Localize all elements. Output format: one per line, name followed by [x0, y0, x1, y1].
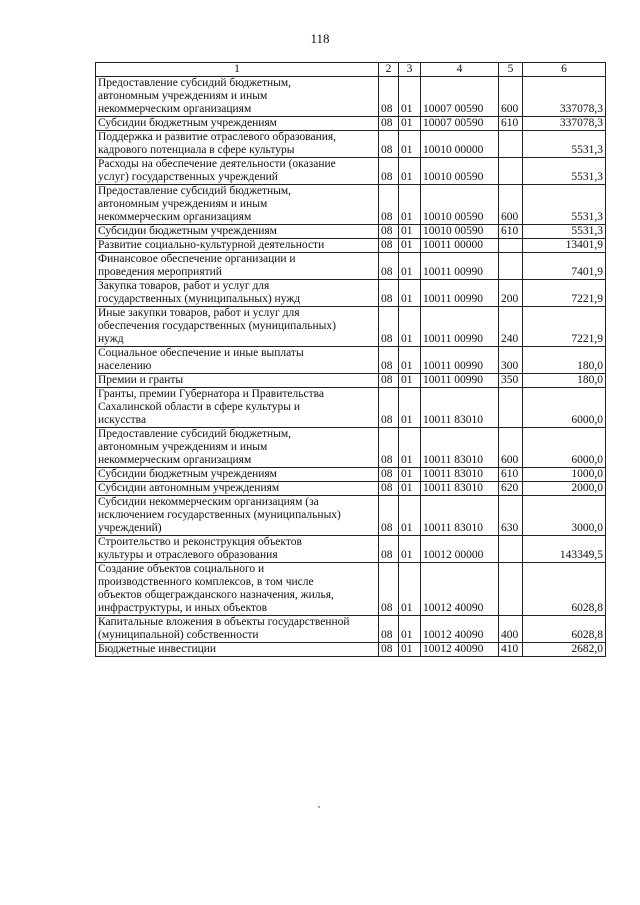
- row-target-article-code: 10011 83010: [421, 428, 499, 468]
- column-header-1: 1: [96, 63, 379, 77]
- row-amount: 143349,5: [523, 536, 606, 563]
- row-expense-type-code: 200: [499, 280, 523, 307]
- row-section-code: 08: [379, 374, 399, 388]
- row-section-code: 08: [379, 253, 399, 280]
- row-expense-type-code: 610: [499, 117, 523, 131]
- row-amount: 6000,0: [523, 428, 606, 468]
- table-row: [96, 131, 606, 158]
- row-expense-type-code: 240: [499, 307, 523, 347]
- row-expense-type-code: [499, 131, 523, 158]
- row-subsection-code: 01: [399, 225, 421, 239]
- row-description: Строительство и реконструкция объектов культуры и отраслевого образования: [96, 536, 379, 563]
- row-expense-type-code: [499, 536, 523, 563]
- row-target-article-code: 10011 83010: [421, 482, 499, 496]
- row-section-code: 08: [379, 77, 399, 117]
- row-section-code: 08: [379, 643, 399, 657]
- row-expense-type-code: [499, 388, 523, 428]
- table-row: [96, 280, 606, 307]
- row-target-article-code: 10010 00590: [421, 185, 499, 225]
- table-row: [96, 428, 606, 468]
- row-target-article-code: 10007 00590: [421, 117, 499, 131]
- row-expense-type-code: 610: [499, 468, 523, 482]
- row-expense-type-code: 600: [499, 77, 523, 117]
- row-description: Финансовое обеспечение организации и проведения мероприятий: [96, 253, 379, 280]
- budget-table: [95, 62, 606, 657]
- row-description: Создание объектов социального и производственного комплексов, в том числе объектов общегражданского назначения, жилья, инфраструктуры, и иных объектов: [96, 563, 379, 616]
- row-subsection-code: 01: [399, 428, 421, 468]
- column-header-6: 6: [523, 63, 606, 77]
- row-target-article-code: 10011 00990: [421, 347, 499, 374]
- row-amount: 6028,8: [523, 616, 606, 643]
- row-amount: 180,0: [523, 374, 606, 388]
- row-subsection-code: 01: [399, 536, 421, 563]
- row-section-code: 08: [379, 468, 399, 482]
- scan-dot: [318, 806, 320, 808]
- column-header-3: 3: [399, 63, 421, 77]
- row-amount: 6000,0: [523, 388, 606, 428]
- row-description: Премии и гранты: [96, 374, 379, 388]
- row-description: Субсидии автономным учреждениям: [96, 482, 379, 496]
- row-amount: 5531,3: [523, 131, 606, 158]
- row-section-code: 08: [379, 482, 399, 496]
- row-section-code: 08: [379, 496, 399, 536]
- table-row: [96, 536, 606, 563]
- row-target-article-code: 10011 00990: [421, 307, 499, 347]
- row-amount: 337078,3: [523, 77, 606, 117]
- row-subsection-code: 01: [399, 77, 421, 117]
- row-section-code: 08: [379, 388, 399, 428]
- row-amount: 13401,9: [523, 239, 606, 253]
- row-target-article-code: 10011 83010: [421, 468, 499, 482]
- row-expense-type-code: [499, 563, 523, 616]
- row-subsection-code: 01: [399, 563, 421, 616]
- row-description: Предоставление субсидий бюджетным, автономным учреждениям и иным некоммерческим организациям: [96, 185, 379, 225]
- row-section-code: 08: [379, 280, 399, 307]
- row-amount: 2682,0: [523, 643, 606, 657]
- row-amount: 6028,8: [523, 563, 606, 616]
- table-row: [96, 482, 606, 496]
- row-description: Иные закупки товаров, работ и услуг для обеспечения государственных (муниципальных) нужд: [96, 307, 379, 347]
- table-row: [96, 643, 606, 657]
- row-target-article-code: 10007 00590: [421, 77, 499, 117]
- row-expense-type-code: 610: [499, 225, 523, 239]
- row-description: Субсидии бюджетным учреждениям: [96, 468, 379, 482]
- row-description: Социальное обеспечение и иные выплаты населению: [96, 347, 379, 374]
- row-target-article-code: 10011 00000: [421, 239, 499, 253]
- row-target-article-code: 10011 00990: [421, 253, 499, 280]
- row-target-article-code: 10010 00590: [421, 225, 499, 239]
- row-subsection-code: 01: [399, 468, 421, 482]
- row-expense-type-code: 300: [499, 347, 523, 374]
- table-row: [96, 307, 606, 347]
- row-target-article-code: 10012 40090: [421, 563, 499, 616]
- table-row: [96, 468, 606, 482]
- row-section-code: 08: [379, 117, 399, 131]
- row-section-code: 08: [379, 536, 399, 563]
- row-section-code: 08: [379, 307, 399, 347]
- row-description: Поддержка и развитие отраслевого образования, кадрового потенциала в сфере культуры: [96, 131, 379, 158]
- row-section-code: 08: [379, 563, 399, 616]
- row-subsection-code: 01: [399, 280, 421, 307]
- table-row: [96, 158, 606, 185]
- row-section-code: 08: [379, 347, 399, 374]
- row-amount: 2000,0: [523, 482, 606, 496]
- row-description: Гранты, премии Губернатора и Правительства Сахалинской области в сфере культуры и искусства: [96, 388, 379, 428]
- row-amount: 1000,0: [523, 468, 606, 482]
- row-amount: 5531,3: [523, 185, 606, 225]
- row-subsection-code: 01: [399, 158, 421, 185]
- row-target-article-code: 10012 40090: [421, 616, 499, 643]
- row-expense-type-code: [499, 158, 523, 185]
- column-header-5: 5: [499, 63, 523, 77]
- table-row: [96, 374, 606, 388]
- table-row: [96, 225, 606, 239]
- row-description: Расходы на обеспечение деятельности (оказание услуг) государственных учреждений: [96, 158, 379, 185]
- row-target-article-code: 10011 83010: [421, 388, 499, 428]
- row-section-code: 08: [379, 158, 399, 185]
- row-subsection-code: 01: [399, 239, 421, 253]
- row-subsection-code: 01: [399, 496, 421, 536]
- row-expense-type-code: 620: [499, 482, 523, 496]
- row-section-code: 08: [379, 616, 399, 643]
- row-amount: 7401,9: [523, 253, 606, 280]
- row-amount: 337078,3: [523, 117, 606, 131]
- row-description: Бюджетные инвестиции: [96, 643, 379, 657]
- row-subsection-code: 01: [399, 482, 421, 496]
- row-description: Субсидии некоммерческим организациям (за исключением государственных (муниципальных) учреждений): [96, 496, 379, 536]
- column-header-4: 4: [421, 63, 499, 77]
- column-header-2: 2: [379, 63, 399, 77]
- row-subsection-code: 01: [399, 347, 421, 374]
- row-target-article-code: 10010 00000: [421, 131, 499, 158]
- row-amount: 3000,0: [523, 496, 606, 536]
- row-expense-type-code: [499, 253, 523, 280]
- row-section-code: 08: [379, 225, 399, 239]
- row-description: Субсидии бюджетным учреждениям: [96, 117, 379, 131]
- row-subsection-code: 01: [399, 185, 421, 225]
- row-description: Субсидии бюджетным учреждениям: [96, 225, 379, 239]
- row-description: Предоставление субсидий бюджетным, автономным учреждениям и иным некоммерческим организациям: [96, 77, 379, 117]
- row-subsection-code: 01: [399, 616, 421, 643]
- table-row: [96, 239, 606, 253]
- table-row: [96, 616, 606, 643]
- row-subsection-code: 01: [399, 643, 421, 657]
- row-expense-type-code: 410: [499, 643, 523, 657]
- row-section-code: 08: [379, 131, 399, 158]
- row-target-article-code: 10010 00590: [421, 158, 499, 185]
- table-row: [96, 347, 606, 374]
- row-description: Развитие социально-культурной деятельности: [96, 239, 379, 253]
- row-description: Предоставление субсидий бюджетным, автономным учреждениям и иным некоммерческим организациям: [96, 428, 379, 468]
- row-amount: 7221,9: [523, 307, 606, 347]
- row-section-code: 08: [379, 185, 399, 225]
- table-row: [96, 388, 606, 428]
- table-row: [96, 253, 606, 280]
- row-target-article-code: 10011 83010: [421, 496, 499, 536]
- row-target-article-code: 10012 40090: [421, 643, 499, 657]
- row-expense-type-code: 600: [499, 428, 523, 468]
- row-subsection-code: 01: [399, 253, 421, 280]
- table-row: [96, 185, 606, 225]
- row-expense-type-code: 600: [499, 185, 523, 225]
- row-amount: 7221,9: [523, 280, 606, 307]
- row-expense-type-code: 400: [499, 616, 523, 643]
- row-amount: 5531,3: [523, 158, 606, 185]
- row-subsection-code: 01: [399, 131, 421, 158]
- row-subsection-code: 01: [399, 374, 421, 388]
- table-header-row: [96, 63, 606, 77]
- row-expense-type-code: 630: [499, 496, 523, 536]
- row-target-article-code: 10012 00000: [421, 536, 499, 563]
- row-amount: 5531,3: [523, 225, 606, 239]
- table-row: [96, 496, 606, 536]
- row-target-article-code: 10011 00990: [421, 280, 499, 307]
- row-section-code: 08: [379, 428, 399, 468]
- row-expense-type-code: 350: [499, 374, 523, 388]
- row-amount: 180,0: [523, 347, 606, 374]
- row-target-article-code: 10011 00990: [421, 374, 499, 388]
- page-number: 118: [310, 31, 330, 46]
- row-expense-type-code: [499, 239, 523, 253]
- row-section-code: 08: [379, 239, 399, 253]
- table-body: [96, 77, 606, 657]
- row-description: Закупка товаров, работ и услуг для государственных (муниципальных) нужд: [96, 280, 379, 307]
- row-subsection-code: 01: [399, 388, 421, 428]
- table-row: [96, 77, 606, 117]
- table-row: [96, 563, 606, 616]
- row-description: Капитальные вложения в объекты государственной (муниципальной) собственности: [96, 616, 379, 643]
- row-subsection-code: 01: [399, 117, 421, 131]
- row-subsection-code: 01: [399, 307, 421, 347]
- table-row: [96, 117, 606, 131]
